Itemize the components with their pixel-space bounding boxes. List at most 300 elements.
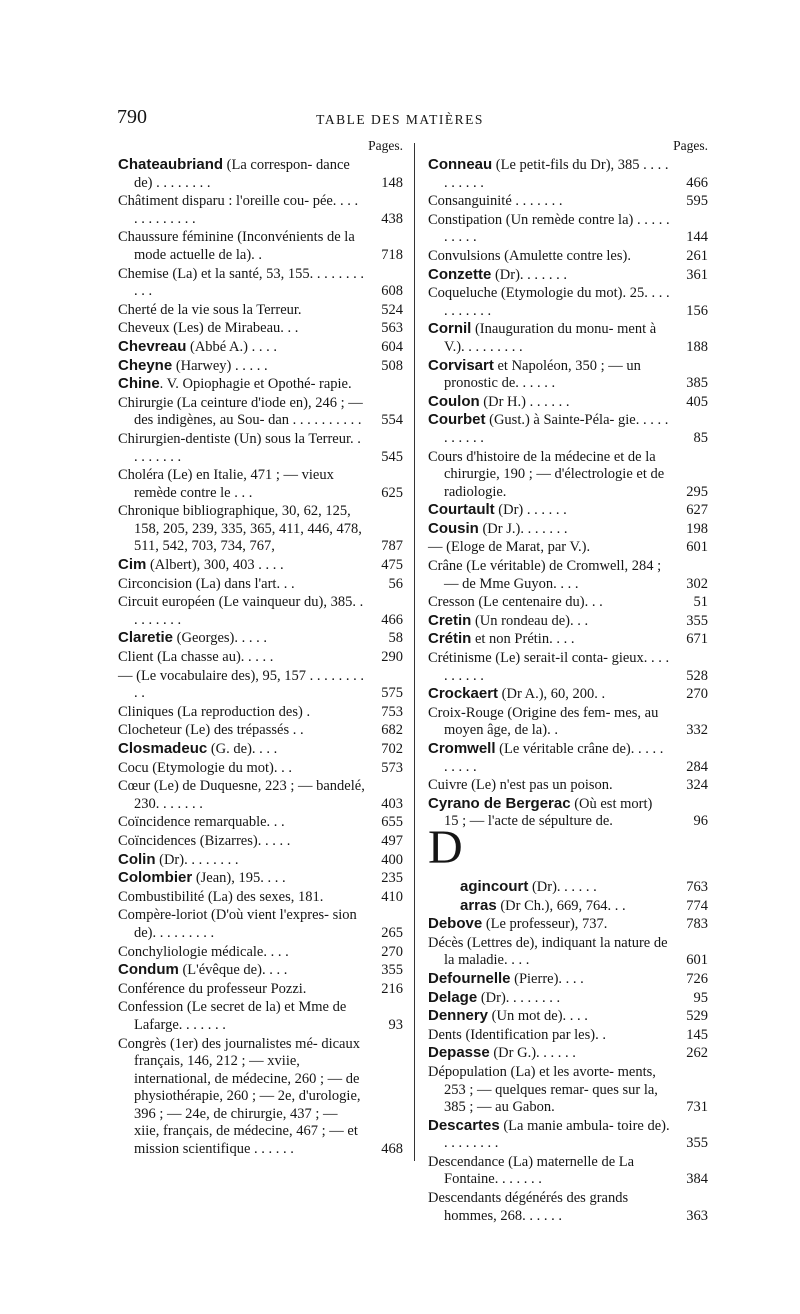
- entry-description: (Dr H.) . . . . . .: [479, 393, 570, 410]
- entry-page-number: 324: [686, 777, 708, 794]
- index-entry: [428, 1044, 708, 1063]
- entry-description: (Où est mort) 15 ; — l'acte de sépulture de.: [444, 795, 653, 830]
- entry-heading: Colombier: [118, 869, 193, 887]
- entry-page-number: 497: [381, 832, 403, 849]
- entry-text: [118, 338, 365, 357]
- index-entry: [428, 934, 708, 970]
- entry-text: [428, 1117, 670, 1153]
- index-entry: [428, 989, 708, 1008]
- index-entry: [118, 961, 403, 980]
- entry-text: [428, 593, 670, 612]
- entry-text: [428, 795, 670, 831]
- entry-heading: Depasse: [428, 1044, 490, 1062]
- entry-page-number: 475: [381, 557, 403, 574]
- entry-text: [428, 1063, 670, 1117]
- index-entry: [428, 284, 708, 320]
- entry-text: [428, 989, 670, 1008]
- entry-description: (Dr A.), 60, 200. .: [498, 686, 606, 703]
- index-entry: [118, 265, 403, 301]
- index-entry: [118, 466, 403, 502]
- entry-heading: Courbet: [428, 411, 486, 429]
- entry-page-number: 545: [381, 448, 403, 465]
- index-entry: [118, 502, 403, 556]
- entry-page-number: 627: [686, 502, 708, 519]
- index-entry: [118, 301, 403, 320]
- index-entry: [428, 915, 708, 934]
- entry-description: Congrès (1er) des journalistes mé- dicaux français, 146, 212 ; — xviie, international, de médecine, 260 ; — de physiothérapie, 260 ; — 2e, d'urologie, 396 ; — 24e, de chirurgie, 437 ; — xiie, français, de médecine, 467 ; — et mission scientifique . . . . . .: [118, 1035, 361, 1158]
- entry-text: [118, 998, 365, 1034]
- entry-description: Cours d'histoire de la médecine et de la chirurgie, 190 ; — d'électrologie et de radiologie.: [428, 448, 665, 500]
- index-entry: [118, 906, 403, 942]
- index-entry: [428, 795, 708, 831]
- entry-description: (G. de). . . .: [207, 741, 278, 757]
- entry-text: [118, 301, 365, 320]
- index-entry: [428, 897, 708, 916]
- entry-page-number: 625: [381, 484, 403, 501]
- entry-text: [118, 394, 365, 430]
- entry-heading: agincourt: [460, 877, 529, 895]
- index-entry: [118, 980, 403, 999]
- entry-text: [118, 502, 365, 556]
- entry-text: [428, 320, 670, 356]
- entry-text: [428, 878, 670, 897]
- entry-text: [428, 934, 670, 970]
- index-entry: [118, 998, 403, 1034]
- drop-cap-letter: D: [428, 821, 463, 874]
- entry-description: Chronique bibliographique, 30, 62, 125, 158, 205, 239, 335, 365, 411, 446, 478, 511, 542, 703, 734, 767,: [118, 503, 362, 555]
- index-entry: [428, 266, 708, 285]
- entry-page-number: 466: [381, 611, 403, 628]
- left-column: [118, 136, 403, 1159]
- entry-text: [428, 156, 670, 192]
- entry-page-number: 355: [381, 962, 403, 979]
- entry-text: [428, 1189, 670, 1225]
- index-entry: [428, 776, 708, 795]
- index-entry: [118, 1035, 403, 1159]
- entry-description: (Jean), 195. . . .: [192, 870, 286, 887]
- entry-text: [428, 538, 670, 557]
- entry-description: Descendance (La) maternelle de La Fontaine. . . . . . .: [428, 1153, 635, 1188]
- entry-page-number: 188: [686, 338, 708, 355]
- entry-description: Combustibilité (La) des sexes, 181.: [118, 888, 324, 905]
- entry-description: — (Le vocabulaire des), 95, 157 . . . . . . . . . .: [118, 667, 365, 702]
- entry-text: [118, 869, 365, 888]
- entry-heading: arras: [460, 896, 497, 914]
- index-entry: [428, 1189, 708, 1225]
- entry-heading: Cyrano de Bergerac: [428, 794, 571, 812]
- entry-page-number: 787: [381, 538, 403, 555]
- right-entry-list: [428, 156, 708, 1225]
- index-entry: [428, 448, 708, 502]
- entry-text: [118, 629, 365, 648]
- entry-description: (Dr). . . . . . . .: [155, 851, 239, 868]
- entry-text: [428, 357, 670, 393]
- entry-heading: Conzette: [428, 265, 492, 283]
- entry-page-number: 363: [686, 1207, 708, 1224]
- entry-heading: Cheyne: [118, 356, 173, 374]
- entry-text: [428, 704, 670, 740]
- entry-page-number: 554: [381, 412, 403, 429]
- entry-text: [428, 612, 670, 631]
- entry-text: [118, 906, 365, 942]
- index-entry: [428, 393, 708, 412]
- entry-page-number: 270: [381, 943, 403, 960]
- entry-text: [118, 430, 365, 466]
- entry-heading: Chine: [118, 375, 160, 393]
- entry-text: [428, 915, 670, 934]
- entry-text: [118, 721, 365, 740]
- entry-text: [118, 740, 365, 759]
- entry-description: et non Prétin. . . .: [471, 631, 575, 648]
- index-entry: [118, 228, 403, 264]
- entry-heading: Debove: [428, 915, 483, 933]
- index-entry: [428, 411, 708, 447]
- entry-heading: Descartes: [428, 1116, 500, 1134]
- entry-description: (Gust.) à Sainte-Péla- gie. . . . . . . . . . .: [444, 412, 669, 446]
- entry-description: Cliniques (La reproduction des) .: [118, 703, 311, 720]
- entry-description: Cocu (Etymologie du mot). . .: [118, 759, 292, 776]
- index-entry: [118, 721, 403, 740]
- index-entry: [428, 501, 708, 520]
- entry-text: [428, 897, 670, 916]
- entry-description: Chirurgien-dentiste (Un) sous la Terreur. . . . . . . . .: [118, 430, 361, 465]
- entry-description: Clocheteur (Le) des trépassés . .: [118, 722, 304, 739]
- entry-text: [428, 740, 670, 776]
- index-entry: [428, 357, 708, 393]
- entry-description: (Dr). . . . . . . .: [477, 989, 561, 1006]
- index-entry: [428, 630, 708, 649]
- entry-description: (Dr). . . . . .: [528, 878, 597, 895]
- running-title: TABLE DES MATIÈRES: [316, 112, 484, 127]
- entry-description: Crétinisme (Le) serait-il conta- gieux. . . . . . . . . .: [428, 650, 670, 684]
- entry-page-number: 702: [381, 741, 403, 757]
- entry-text: [118, 357, 365, 376]
- entry-description: (La manie ambula- toire de). . . . . . . . .: [444, 1117, 670, 1152]
- index-entry: [428, 649, 708, 685]
- entry-text: [428, 970, 670, 989]
- index-entry: [428, 1007, 708, 1026]
- entry-page-number: 682: [381, 722, 403, 739]
- entry-description: Circuit européen (Le vainqueur du), 385. . . . . . . . .: [118, 594, 364, 628]
- entry-description: Coïncidence remarquable. . .: [118, 814, 285, 831]
- entry-description: . V. Opiophagie et Opothé- rapie.: [159, 376, 352, 393]
- index-entry: [118, 777, 403, 813]
- index-entry: [118, 943, 403, 962]
- entry-description: Chemise (La) et la santé, 53, 155. . . . . . . . . . .: [118, 265, 365, 300]
- entry-description: Convulsions (Amulette contre les).: [428, 247, 631, 264]
- entry-text: [118, 593, 365, 629]
- entry-page-number: 198: [686, 520, 708, 537]
- entry-text: [118, 648, 365, 667]
- entry-description: (Un mot de). . . .: [488, 1008, 588, 1025]
- index-entry: [428, 1026, 708, 1045]
- entry-heading: Cromwell: [428, 740, 496, 757]
- index-entry: [118, 703, 403, 722]
- entry-heading: Corvisart: [428, 356, 494, 374]
- entry-heading: Coulon: [428, 392, 480, 410]
- index-entry: [428, 1063, 708, 1117]
- entry-heading: Dennery: [428, 1007, 489, 1025]
- entry-description: (Le professeur), 737.: [482, 916, 608, 933]
- entry-text: [118, 813, 365, 832]
- entry-description: Descendants dégénérés des grands hommes, 268. . . . . .: [428, 1190, 629, 1224]
- entry-description: Compère-loriot (D'où vient l'expres- sion de). . . . . . . . .: [118, 907, 357, 941]
- entry-page-number: 270: [686, 686, 708, 703]
- entry-description: (Dr G.). . . . . .: [489, 1045, 576, 1062]
- index-entry: [118, 192, 403, 228]
- index-entry: [428, 557, 708, 593]
- entry-page-number: 438: [381, 210, 403, 227]
- entry-page-number: 524: [381, 301, 403, 318]
- index-entry: [118, 629, 403, 648]
- entry-text: [118, 777, 365, 813]
- entry-text: [428, 685, 670, 704]
- column-divider: [414, 143, 415, 1161]
- entry-description: Client (La chasse au). . . . .: [118, 649, 274, 666]
- index-entry: [428, 970, 708, 989]
- entry-page-number: 655: [381, 814, 403, 831]
- index-entry: [118, 338, 403, 357]
- entry-page-number: 529: [686, 1008, 708, 1025]
- entry-page-number: 265: [381, 924, 403, 941]
- entry-heading: Crockaert: [428, 685, 499, 703]
- entry-text: [428, 247, 670, 266]
- running-header: [0, 106, 800, 132]
- entry-heading: Cornil: [428, 320, 472, 338]
- index-entry: [118, 357, 403, 376]
- entry-description: Coqueluche (Etymologie du mot). 25. . . . . . . . . . .: [428, 285, 670, 319]
- entry-heading: Crétin: [428, 630, 472, 648]
- entry-description: (Un rondeau de). . .: [471, 612, 589, 629]
- entry-description: Choléra (Le) en Italie, 471 ; — vieux remède contre le . . .: [118, 467, 334, 501]
- index-entry: [118, 394, 403, 430]
- entry-heading: Courtault: [428, 501, 495, 519]
- page-number: 790: [117, 106, 147, 128]
- entry-page-number: 604: [381, 338, 403, 355]
- entry-page-number: 563: [381, 320, 403, 337]
- index-entry: [118, 888, 403, 907]
- entry-description: (Le petit-fils du Dr), 385 . . . . . . . . . .: [444, 157, 669, 191]
- entry-page-number: 332: [686, 722, 708, 739]
- entry-text: [118, 156, 365, 192]
- entry-text: [118, 228, 365, 264]
- entry-description: Décès (Lettres de), indiquant la nature de la maladie. . . .: [428, 934, 668, 969]
- entry-text: [428, 557, 670, 593]
- entry-page-number: 95: [693, 989, 708, 1006]
- entry-page-number: 148: [381, 174, 403, 191]
- index-entry: [428, 211, 708, 247]
- entry-description: (Inauguration du monu- ment à V.). . . . . . . . .: [444, 321, 657, 355]
- entry-text: [428, 630, 670, 649]
- entry-description: Crâne (Le véritable) de Cromwell, 284 ; — de Mme Guyon. . . .: [428, 558, 662, 592]
- entry-page-number: 466: [686, 174, 708, 191]
- entry-heading: Cim: [118, 556, 147, 574]
- entry-text: [118, 943, 365, 962]
- entry-page-number: 361: [686, 266, 708, 283]
- entry-description: (Georges). . . . .: [173, 630, 267, 647]
- entry-text: [118, 888, 365, 907]
- entry-text: [428, 501, 670, 520]
- entry-text: [118, 1035, 365, 1159]
- entry-page-number: 58: [388, 630, 403, 647]
- entry-text: [118, 851, 365, 870]
- entry-heading: Closmadeuc: [118, 740, 208, 757]
- index-entry: [428, 192, 708, 211]
- entry-text: [428, 266, 670, 285]
- entry-page-number: 145: [686, 1026, 708, 1043]
- entry-heading: Chateaubriand: [118, 156, 224, 173]
- entry-description: Cœur (Le) de Duquesne, 223 ; — bandelé, 230. . . . . . .: [118, 778, 365, 812]
- entry-description: Circoncision (La) dans l'art. . .: [118, 575, 295, 592]
- entry-page-number: 302: [686, 575, 708, 592]
- entry-text: [118, 703, 365, 722]
- entry-text: [428, 284, 670, 320]
- index-entry: [428, 740, 708, 776]
- entry-page-number: 385: [686, 375, 708, 392]
- entry-text: [118, 375, 365, 394]
- entry-page-number: 726: [686, 970, 708, 987]
- entry-page-number: 384: [686, 1171, 708, 1188]
- index-entry: [118, 648, 403, 667]
- entry-text: [118, 980, 365, 999]
- entry-text: [428, 1044, 670, 1063]
- index-entry: [118, 740, 403, 759]
- entry-description: (Le véritable crâne de). . . . . . . . . .: [444, 741, 664, 775]
- index-entry: [118, 375, 403, 394]
- entry-heading: Chevreau: [118, 337, 187, 355]
- entry-text: [118, 759, 365, 778]
- entry-description: (Dr Ch.), 669, 764. . .: [496, 897, 626, 914]
- entry-description: (Albert), 300, 403 . . . .: [146, 557, 284, 574]
- entry-heading: Claretie: [118, 629, 174, 647]
- entry-description: (L'évêque de). . . .: [178, 962, 288, 979]
- entry-text: [428, 211, 670, 247]
- index-entry: [118, 156, 403, 192]
- index-entry: [118, 851, 403, 870]
- index-entry: [428, 1153, 708, 1189]
- entry-text: [428, 520, 670, 539]
- entry-description: Cheveux (Les) de Mirabeau. . .: [118, 320, 299, 337]
- entry-page-number: 56: [388, 575, 403, 592]
- index-entry: [428, 520, 708, 539]
- entry-text: [428, 411, 670, 447]
- entry-page-number: 753: [381, 703, 403, 720]
- entry-page-number: 284: [686, 758, 708, 775]
- entry-page-number: 96: [693, 813, 708, 830]
- entry-description: Coïncidences (Bizarres). . . . .: [118, 832, 291, 849]
- entry-text: [428, 1026, 670, 1045]
- entry-description: — (Eloge de Marat, par V.).: [428, 539, 591, 556]
- index-entry: [118, 759, 403, 778]
- index-entry: [428, 612, 708, 631]
- entry-text: [118, 265, 365, 301]
- index-entry: [428, 593, 708, 612]
- entry-page-number: 93: [388, 1016, 403, 1033]
- entry-description: et Napoléon, 350 ; — un pronostic de. . . . . .: [444, 357, 641, 392]
- entry-description: Conférence du professeur Pozzi.: [118, 980, 307, 997]
- index-entry: [428, 156, 708, 192]
- entry-heading: Colin: [118, 850, 156, 868]
- entry-heading: Defournelle: [428, 969, 511, 987]
- entry-text: [428, 1153, 670, 1189]
- entry-text: [428, 192, 670, 211]
- entry-description: Cuivre (Le) n'est pas un poison.: [428, 777, 613, 794]
- entry-description: Châtiment disparu : l'oreille cou- pée. . . . . . . . . . . . .: [118, 193, 359, 227]
- index-entry: [118, 593, 403, 629]
- entry-text: [428, 649, 670, 685]
- entry-description: (Dr). . . . . . .: [491, 266, 568, 283]
- entry-text: [118, 556, 365, 575]
- entry-heading: Conneau: [428, 156, 493, 173]
- entry-page-number: 595: [686, 193, 708, 210]
- entry-page-number: 144: [686, 229, 708, 246]
- index-entry: [428, 704, 708, 740]
- pages-header-right: Pages.: [673, 138, 708, 153]
- entry-text: [118, 961, 365, 980]
- entry-description: (Abbé A.) . . . .: [186, 338, 277, 355]
- index-entry: [428, 878, 708, 897]
- entry-page-number: 261: [686, 247, 708, 264]
- entry-description: Cherté de la vie sous la Terreur.: [118, 301, 302, 318]
- entry-text: [118, 667, 365, 703]
- entry-description: Cresson (Le centenaire du). . .: [428, 594, 603, 611]
- entry-heading: Condum: [118, 961, 179, 979]
- entry-text: [118, 575, 365, 594]
- entry-page-number: 508: [381, 357, 403, 374]
- index-entry: [428, 538, 708, 557]
- entry-description: (Harwey) . . . . .: [172, 357, 268, 374]
- entry-page-number: 156: [686, 302, 708, 319]
- entry-page-number: 528: [686, 667, 708, 684]
- index-entry: [118, 813, 403, 832]
- entry-description: Confession (Le secret de la) et Mme de Lafarge. . . . . . .: [118, 999, 347, 1033]
- entry-text: [428, 1007, 670, 1026]
- index-entry: [118, 832, 403, 851]
- entry-description: Conchyliologie médicale. . . .: [118, 943, 289, 960]
- entry-text: [118, 832, 365, 851]
- entry-page-number: 295: [686, 483, 708, 500]
- entry-heading: Cretin: [428, 611, 472, 629]
- entry-heading: Cousin: [428, 519, 479, 537]
- entry-description: Constipation (Un remède contre la) . . . . . . . . . .: [428, 211, 670, 246]
- index-entry: [428, 685, 708, 704]
- index-entry: [118, 667, 403, 703]
- entry-page-number: 262: [686, 1045, 708, 1062]
- entry-text: [118, 319, 365, 338]
- index-entry: [428, 320, 708, 356]
- entry-page-number: 671: [686, 631, 708, 648]
- entry-page-number: 774: [686, 897, 708, 914]
- entry-description: Chaussure féminine (Inconvénients de la mode actuelle de la). .: [118, 229, 355, 263]
- entry-text: [428, 776, 670, 795]
- entry-description: Chirurgie (La ceinture d'iode en), 246 ; — des indigènes, au Sou- dan . . . . . . . . . .: [118, 394, 363, 429]
- entry-text: [428, 448, 670, 502]
- entry-page-number: 608: [381, 283, 403, 300]
- entry-page-number: 601: [686, 539, 708, 556]
- pages-header-left: Pages.: [368, 138, 403, 153]
- index-entry: [118, 869, 403, 888]
- entry-description: (La correspon- dance de) . . . . . . . .: [134, 157, 350, 191]
- entry-text: [118, 466, 365, 502]
- entry-page-number: 85: [693, 429, 708, 446]
- entry-text: [428, 393, 670, 412]
- entry-description: (Dr J.). . . . . . .: [478, 520, 568, 537]
- entry-page-number: 355: [686, 612, 708, 629]
- entry-page-number: 403: [381, 795, 403, 812]
- index-entry: [118, 556, 403, 575]
- index-entry: [428, 247, 708, 266]
- entry-page-number: 573: [381, 759, 403, 776]
